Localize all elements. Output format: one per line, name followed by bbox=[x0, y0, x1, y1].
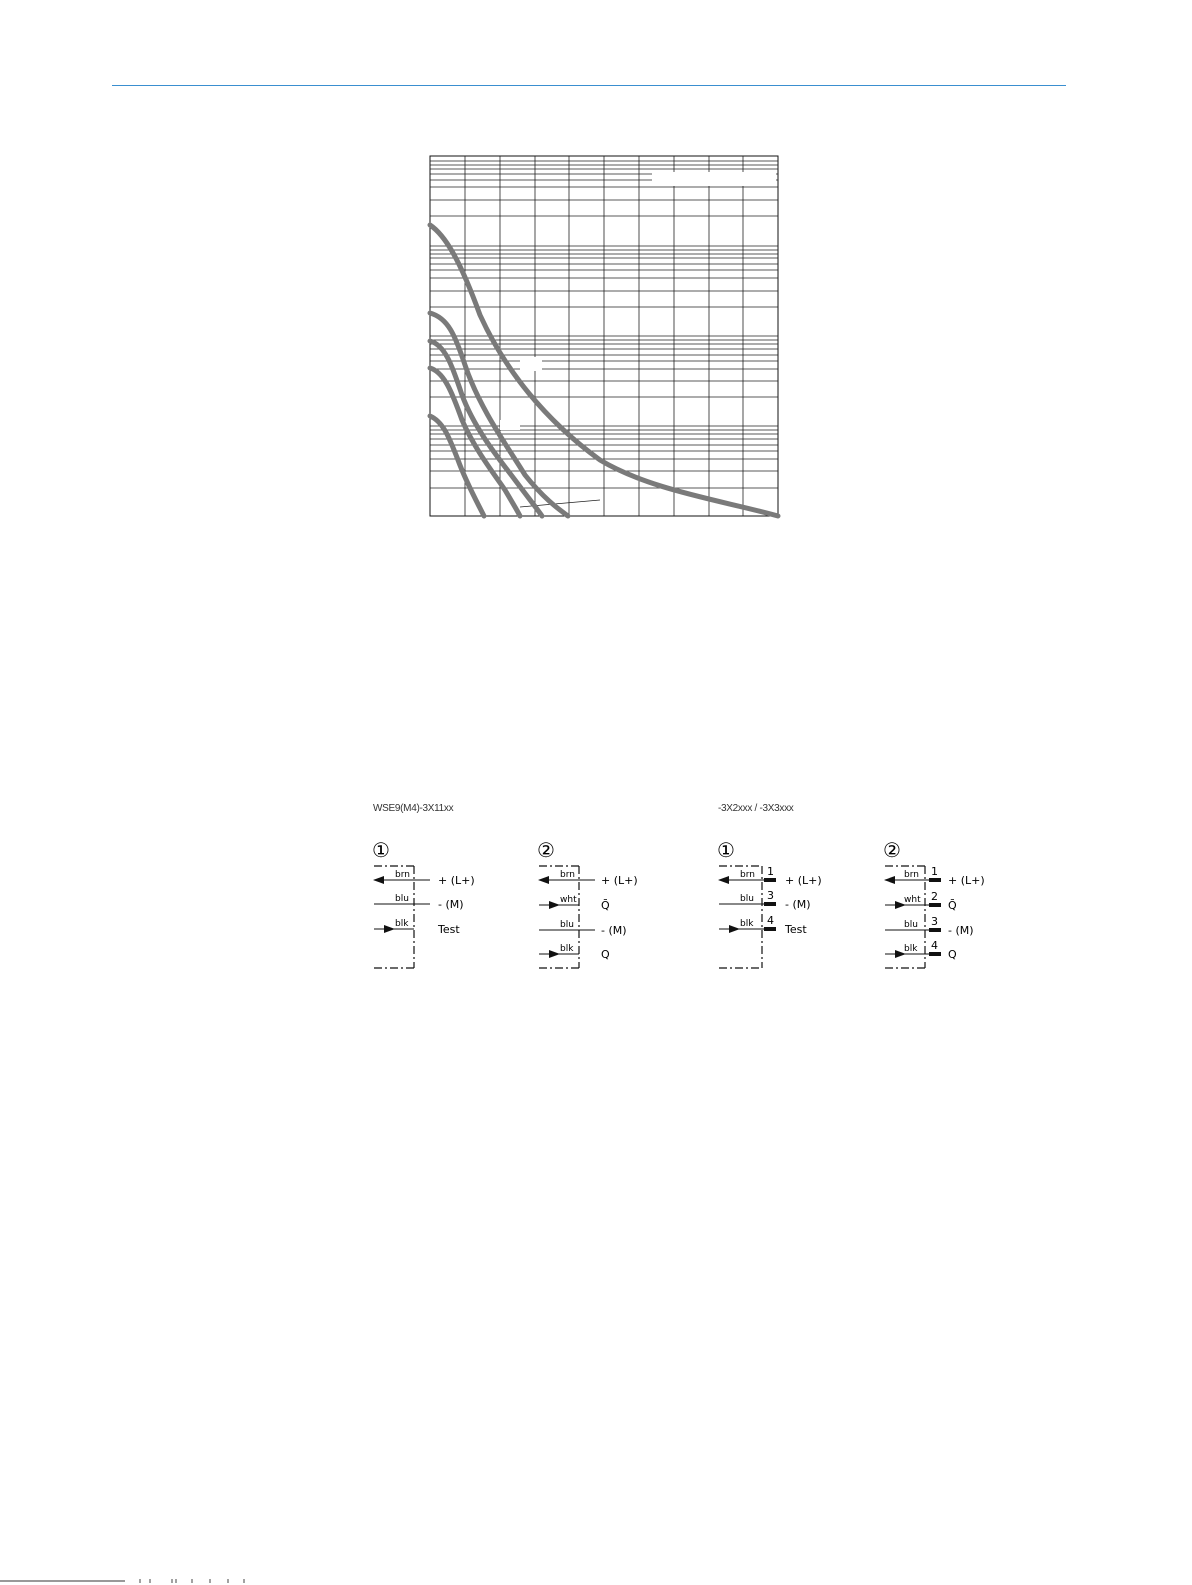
connection-diagram-4 bbox=[871, 835, 1011, 975]
footer-artifact bbox=[0, 1577, 300, 1585]
diagram-marker: ① bbox=[717, 838, 735, 862]
caption-right: -3X2xxx / -3X3xxx bbox=[718, 803, 794, 814]
diagram-label: 3 bbox=[931, 915, 938, 928]
diagram-label: 2 bbox=[931, 890, 938, 903]
diagram-label: wht bbox=[560, 895, 577, 905]
diagram-label: blk bbox=[740, 919, 754, 929]
diagram-label: brn bbox=[560, 870, 575, 880]
diagram-label: Q bbox=[601, 948, 610, 961]
diagram-label: + (L+) bbox=[785, 874, 822, 887]
diagram-label: 1 bbox=[931, 865, 938, 878]
diagram-label: Q bbox=[948, 948, 957, 961]
characteristic-graph bbox=[0, 0, 1192, 560]
diagram-label: + (L+) bbox=[948, 874, 985, 887]
diagram-label: blk bbox=[904, 944, 918, 954]
diagram-label: - (M) bbox=[601, 924, 627, 937]
diagram-marker: ② bbox=[883, 838, 901, 862]
diagram-marker: ① bbox=[372, 838, 390, 862]
diagram-label: + (L+) bbox=[601, 874, 638, 887]
diagram-label: blk bbox=[395, 919, 409, 929]
diagram-label: - (M) bbox=[948, 924, 974, 937]
diagram-label: wht bbox=[904, 895, 921, 905]
diagram-label: Q̄ bbox=[601, 899, 610, 912]
diagram-label: blk bbox=[560, 944, 574, 954]
diagram-label: 1 bbox=[767, 865, 774, 878]
diagram-marker: ② bbox=[537, 838, 555, 862]
caption-left: WSE9(M4)-3X11xx bbox=[373, 803, 454, 814]
diagram-label: - (M) bbox=[438, 898, 464, 911]
diagram-label: blu bbox=[560, 920, 574, 930]
diagram-label: brn bbox=[740, 870, 755, 880]
connection-diagram-2 bbox=[525, 835, 665, 975]
diagram-label: blu bbox=[740, 894, 754, 904]
diagram-label: brn bbox=[395, 870, 410, 880]
diagram-label: Test bbox=[438, 923, 460, 936]
diagram-label: + (L+) bbox=[438, 874, 475, 887]
diagram-label: blu bbox=[395, 894, 409, 904]
diagram-label: blu bbox=[904, 920, 918, 930]
diagram-label: Test bbox=[785, 923, 807, 936]
diagram-label: 4 bbox=[767, 914, 774, 927]
curve-5 bbox=[430, 416, 484, 516]
connection-diagram-1 bbox=[360, 835, 500, 975]
diagram-label: Q̄ bbox=[948, 899, 957, 912]
diagram-label: - (M) bbox=[785, 898, 811, 911]
diagram-label: 3 bbox=[767, 889, 774, 902]
connection-diagram-3 bbox=[705, 835, 845, 975]
diagram-label: 4 bbox=[931, 939, 938, 952]
diagram-label: brn bbox=[904, 870, 919, 880]
